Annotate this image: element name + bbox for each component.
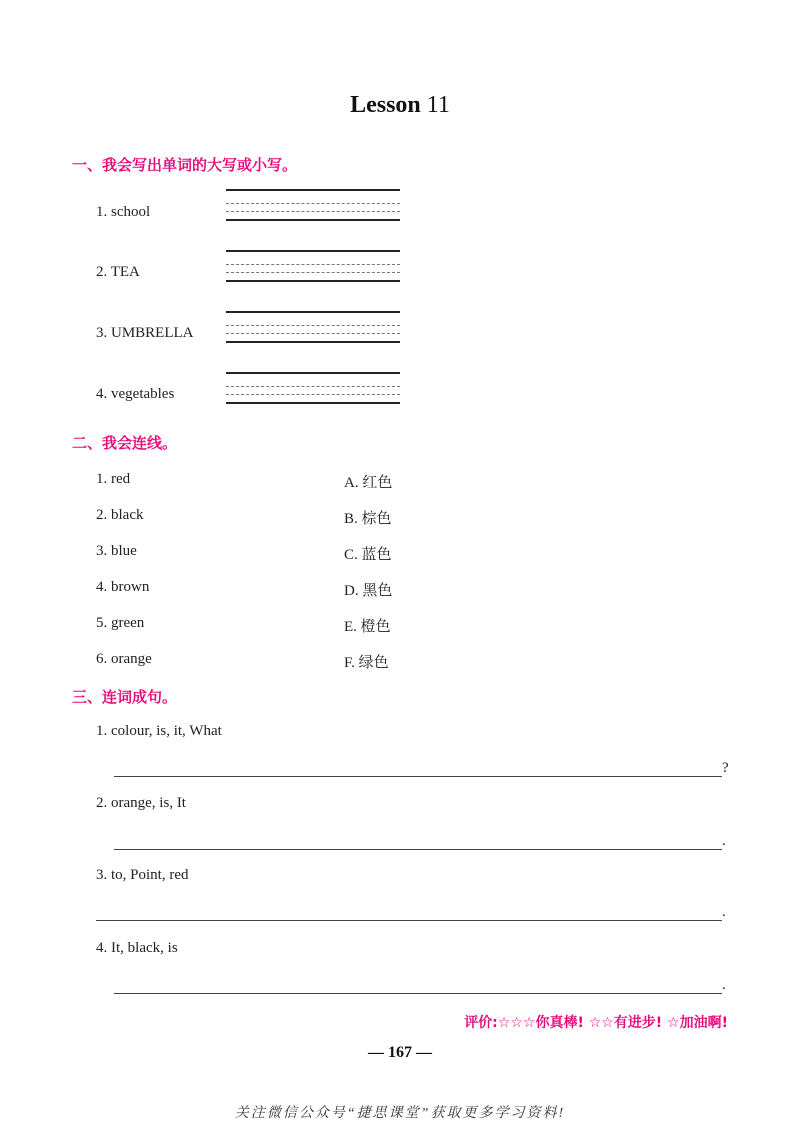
footer-note: 关注微信公众号“捷思课堂”获取更多学习资料! [234,1106,566,1121]
page-number: — 167 — [368,1044,432,1061]
s1-writing-lines-2[interactable] [226,250,400,280]
s2-right-2[interactable]: B. 棕色 [344,511,392,527]
title-number: 11 [426,92,450,118]
s2-right-1[interactable]: A. 红色 [344,475,393,491]
s2-right-6[interactable]: F. 绿色 [344,655,389,671]
s2-left-1[interactable]: 1. red [96,471,131,487]
s3-answer-line-1[interactable] [114,776,722,777]
title-word: Lesson [350,92,421,118]
s3-prompt-1: 1. colour, is, it, What [96,723,222,739]
s1-writing-lines-1[interactable] [226,189,400,219]
section3-heading: 三、连词成句。 [72,688,178,706]
s2-right-4[interactable]: D. 黑色 [344,583,393,599]
s3-prompt-4: 4. It, black, is [96,940,178,956]
s3-answer-line-3[interactable] [96,920,722,921]
self-rating: 评价:☆☆☆你真棒! ☆☆有进步! ☆加油啊! [464,1015,728,1031]
s1-item-3: 3. UMBRELLA [96,325,194,341]
section2-heading: 二、我会连线。 [72,434,178,452]
s2-left-3[interactable]: 3. blue [96,543,137,559]
s1-writing-lines-3[interactable] [226,311,400,341]
s1-item-4: 4. vegetables [96,386,175,402]
s1-item-1: 1. school [96,204,151,220]
s3-end-punct-4: . [722,977,726,993]
s2-left-6[interactable]: 6. orange [96,651,152,667]
section1-heading: 一、我会写出单词的大写或小写。 [72,156,298,174]
s3-prompt-3: 3. to, Point, red [96,867,189,883]
s1-item-2: 2. TEA [96,264,140,280]
s2-left-5[interactable]: 5. green [96,615,145,631]
s2-left-4[interactable]: 4. brown [96,579,150,595]
s3-prompt-2: 2. orange, is, It [96,795,186,811]
s2-right-3[interactable]: C. 蓝色 [344,547,392,563]
s3-answer-line-4[interactable] [114,993,722,994]
s2-left-2[interactable]: 2. black [96,507,144,523]
s3-end-punct-1: ? [722,760,729,776]
s2-right-5[interactable]: E. 橙色 [344,619,391,635]
s1-writing-lines-4[interactable] [226,372,400,402]
s3-answer-line-2[interactable] [114,849,722,850]
s3-end-punct-3: . [722,904,726,920]
page-title [0,92,800,119]
s3-end-punct-2: . [722,833,726,849]
